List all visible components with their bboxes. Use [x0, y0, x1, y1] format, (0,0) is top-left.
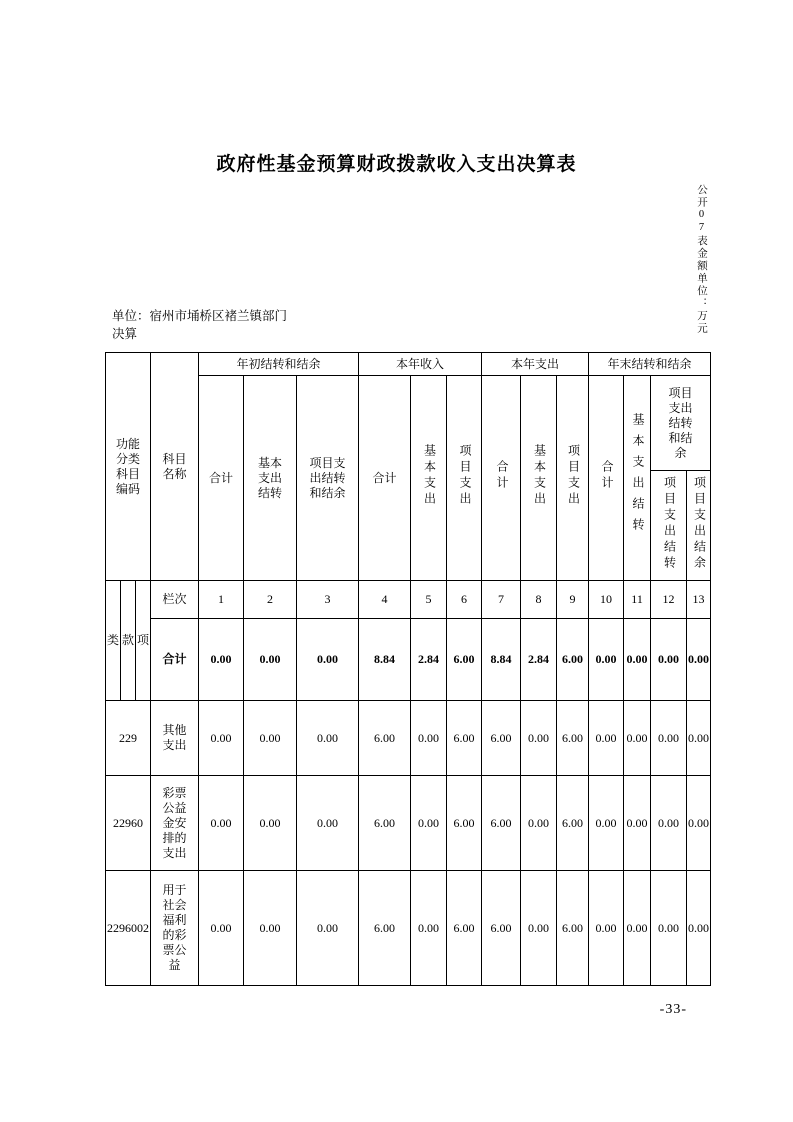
- class-col-label: 项: [136, 581, 151, 701]
- col-header-income-total: 合计: [359, 376, 411, 581]
- value-cell: 6.00: [447, 871, 482, 986]
- col-header-end-basic-carryover: [624, 376, 651, 581]
- row-name: [151, 871, 199, 986]
- col-header-expense-project: [557, 376, 589, 581]
- col-header-income-basic: [411, 376, 447, 581]
- name-column-header-label: 科目名称: [162, 451, 187, 481]
- row-code: 2296002: [106, 871, 151, 986]
- col-index-cell: 13: [687, 581, 711, 619]
- col-index-cell: 7: [482, 581, 521, 619]
- group-header-end-balance: 年末结转和结余: [589, 353, 711, 376]
- value-cell: 0.00: [687, 776, 711, 871]
- value-cell: 6.00: [482, 871, 521, 986]
- value-cell: 0.00: [589, 619, 624, 701]
- code-column-header: [106, 353, 151, 581]
- value-cell: 6.00: [482, 776, 521, 871]
- row-code: 22960: [106, 776, 151, 871]
- col-index-cell: 12: [651, 581, 687, 619]
- col-header-expense-basic: [521, 376, 557, 581]
- value-cell: 6.00: [447, 701, 482, 776]
- group-header-year-expense: 本年支出: [482, 353, 589, 376]
- value-cell: 0.00: [297, 619, 359, 701]
- class-col-label: 款: [121, 581, 136, 701]
- value-cell: 6.00: [557, 871, 589, 986]
- value-cell: 0.00: [244, 701, 297, 776]
- column-index-row: [106, 581, 711, 619]
- col-header-label: 基本支出: [532, 444, 547, 508]
- col-index-cell: 4: [359, 581, 411, 619]
- col-index-cell: 2: [244, 581, 297, 619]
- value-cell: 0.00: [651, 701, 687, 776]
- value-cell: 6.00: [359, 776, 411, 871]
- col-header-label: 合计: [494, 460, 509, 492]
- value-cell: 0.00: [244, 871, 297, 986]
- col-index-cell: 10: [589, 581, 624, 619]
- col-header-label: 项目支出结转: [662, 475, 677, 572]
- col-index-cell: 1: [199, 581, 244, 619]
- row-name-label: 用于社会福利的彩票公益: [162, 883, 187, 972]
- value-cell: 0.00: [687, 701, 711, 776]
- subgroup-header-label: 项目支出结转和结余: [668, 385, 693, 460]
- col-header-begin-project-carryover: [297, 376, 359, 581]
- col-index-cell: 8: [521, 581, 557, 619]
- class-col-label: 类: [106, 581, 121, 701]
- col-header-income-project: [447, 376, 482, 581]
- col-index-cell: 11: [624, 581, 651, 619]
- col-header-label: 基本支出结转: [630, 413, 645, 539]
- value-cell: 0.00: [199, 619, 244, 701]
- value-cell: 0.00: [521, 701, 557, 776]
- value-cell: 0.00: [687, 619, 711, 701]
- value-cell: 0.00: [244, 776, 297, 871]
- col-header-label: 项目支出结转和结余: [309, 455, 346, 500]
- code-column-header-label: 功能分类科目编码: [116, 436, 141, 496]
- value-cell: 0.00: [624, 871, 651, 986]
- value-cell: 0.00: [651, 871, 687, 986]
- value-cell: 2.84: [521, 619, 557, 701]
- value-cell: 0.00: [624, 619, 651, 701]
- value-cell: 0.00: [687, 871, 711, 986]
- value-cell: 0.00: [297, 701, 359, 776]
- value-cell: 6.00: [482, 701, 521, 776]
- col-header-expense-total: [482, 376, 521, 581]
- value-cell: 6.00: [447, 776, 482, 871]
- name-column-header: [151, 353, 199, 581]
- value-cell: 0.00: [624, 701, 651, 776]
- value-cell: 6.00: [557, 776, 589, 871]
- row-name: [151, 701, 199, 776]
- subgroup-header-end-project: [651, 376, 711, 471]
- col-header-end-project-carryover: [651, 471, 687, 581]
- row-code: 229: [106, 701, 151, 776]
- value-cell: 0.00: [297, 871, 359, 986]
- col-header-label: 合计: [599, 460, 614, 492]
- group-header-year-income: 本年收入: [359, 353, 482, 376]
- col-header-begin-basic-carryover: [244, 376, 297, 581]
- budget-table: [105, 352, 711, 986]
- row-name: 栏次: [151, 581, 199, 619]
- value-cell: 0.00: [521, 776, 557, 871]
- col-header-begin-total: 合计: [199, 376, 244, 581]
- col-index-cell: 6: [447, 581, 482, 619]
- value-cell: 0.00: [589, 701, 624, 776]
- group-header-row: [106, 353, 711, 376]
- page-title: 政府性基金预算财政拨款收入支出决算表: [216, 154, 577, 175]
- total-row: [106, 619, 711, 701]
- col-header-label: 项目支出: [566, 444, 581, 508]
- value-cell: 0.00: [297, 776, 359, 871]
- value-cell: 0.00: [589, 871, 624, 986]
- value-cell: 0.00: [651, 619, 687, 701]
- col-header-label: 基本支出: [422, 444, 437, 508]
- value-cell: 0.00: [199, 776, 244, 871]
- col-index-cell: 9: [557, 581, 589, 619]
- value-cell: 6.00: [359, 871, 411, 986]
- value-cell: 0.00: [244, 619, 297, 701]
- col-index-cell: 3: [297, 581, 359, 619]
- value-cell: 6.00: [447, 619, 482, 701]
- col-header-label: 基本支出结转: [258, 455, 283, 500]
- data-row: [106, 701, 711, 776]
- group-header-begin-balance: 年初结转和结余: [199, 353, 359, 376]
- col-header-label: 项目支出结余: [692, 475, 707, 572]
- row-name: 合计: [151, 619, 199, 701]
- data-row: [106, 871, 711, 986]
- value-cell: 0.00: [411, 871, 447, 986]
- col-header-end-project-balance: [687, 471, 711, 581]
- value-cell: 0.00: [521, 871, 557, 986]
- col-index-cell: 5: [411, 581, 447, 619]
- value-cell: 0.00: [589, 776, 624, 871]
- unit-label: 单位：宿州市埇桥区褚兰镇部门决算: [112, 309, 288, 342]
- value-cell: 0.00: [199, 701, 244, 776]
- side-note-vertical: 公开07表金额单位：万元: [696, 184, 707, 335]
- value-cell: 0.00: [624, 776, 651, 871]
- value-cell: 0.00: [651, 776, 687, 871]
- row-name-label: 彩票公益金安排的支出: [162, 785, 187, 860]
- value-cell: 8.84: [482, 619, 521, 701]
- value-cell: 6.00: [359, 701, 411, 776]
- col-header-label: 项目支出: [457, 444, 472, 508]
- value-cell: 6.00: [557, 701, 589, 776]
- row-name: [151, 776, 199, 871]
- data-row: [106, 776, 711, 871]
- value-cell: 0.00: [411, 701, 447, 776]
- col-header-end-total: [589, 376, 624, 581]
- value-cell: 0.00: [199, 871, 244, 986]
- value-cell: 0.00: [411, 776, 447, 871]
- page-number: -33-: [659, 1002, 687, 1017]
- row-name-label: 其他支出: [162, 723, 187, 752]
- value-cell: 8.84: [359, 619, 411, 701]
- value-cell: 2.84: [411, 619, 447, 701]
- value-cell: 6.00: [557, 619, 589, 701]
